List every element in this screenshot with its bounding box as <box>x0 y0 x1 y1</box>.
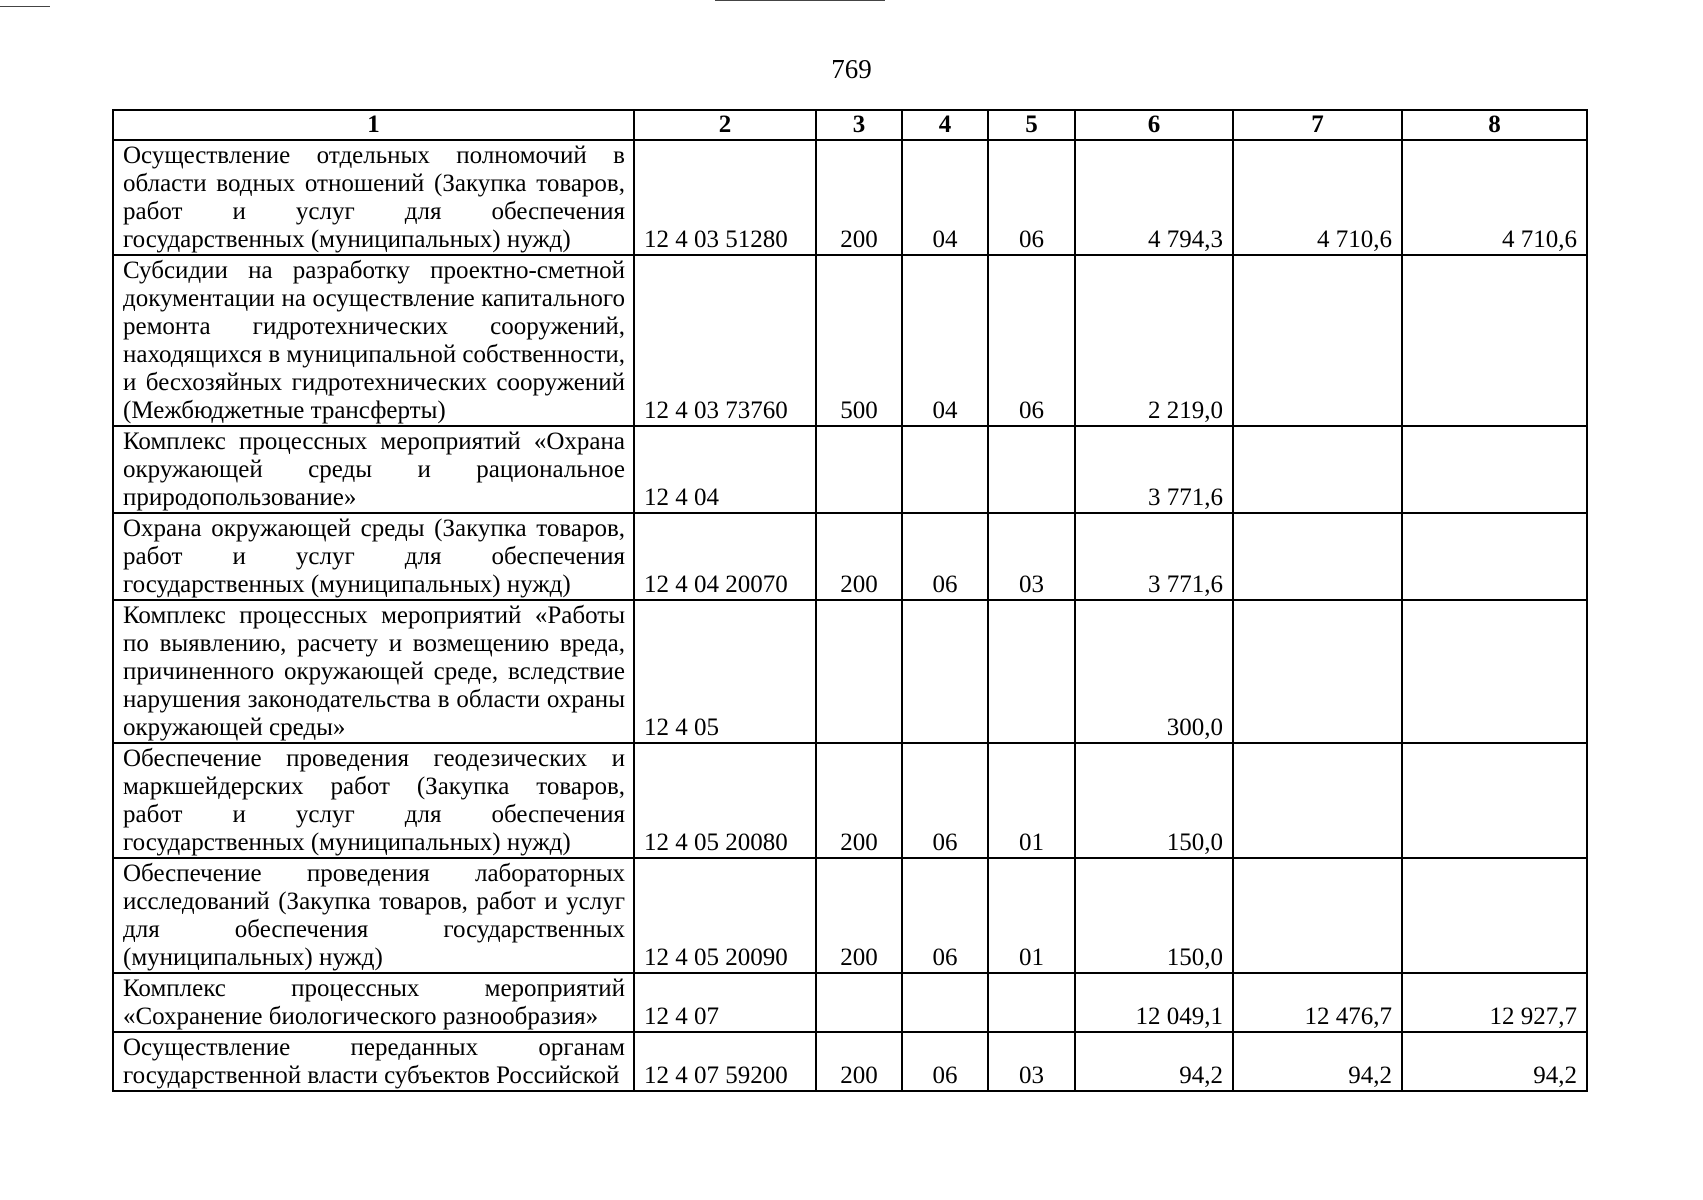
row-value-6: 2 219,0 <box>1075 255 1233 426</box>
row-pr <box>988 600 1075 743</box>
row-vr: 200 <box>816 743 902 858</box>
row-name: Охрана окружающей среды (Закупка товаров, работ и услуг для обеспечения государственных (муниципальных) нужд) <box>113 513 634 600</box>
header-col-1: 1 <box>113 110 634 140</box>
header-col-5: 5 <box>988 110 1075 140</box>
row-value-8 <box>1402 743 1587 858</box>
row-value-6: 3 771,6 <box>1075 426 1233 513</box>
row-value-6: 4 794,3 <box>1075 140 1233 255</box>
row-code: 12 4 05 <box>634 600 816 743</box>
row-pr: 06 <box>988 255 1075 426</box>
row-value-7 <box>1233 513 1402 600</box>
row-rz: 06 <box>902 743 988 858</box>
row-code: 12 4 07 59200 <box>634 1032 816 1091</box>
row-value-7: 12 476,7 <box>1233 973 1402 1032</box>
row-value-6: 300,0 <box>1075 600 1233 743</box>
table-row <box>113 973 1587 1032</box>
table-row <box>113 743 1587 858</box>
row-code: 12 4 03 51280 <box>634 140 816 255</box>
row-code: 12 4 03 73760 <box>634 255 816 426</box>
row-value-6: 3 771,6 <box>1075 513 1233 600</box>
row-vr <box>816 973 902 1032</box>
row-name: Комплекс процессных мероприятий «Работы по выявлению, расчету и возмещению вреда, причиненного окружающей среде, вследствие нарушения законодательства в области охраны окружающей среды» <box>113 600 634 743</box>
row-value-8 <box>1402 255 1587 426</box>
row-rz: 06 <box>902 513 988 600</box>
scan-mark-top-center <box>715 0 885 1</box>
header-col-2: 2 <box>634 110 816 140</box>
table-row <box>113 426 1587 513</box>
row-value-8: 12 927,7 <box>1402 973 1587 1032</box>
header-col-3: 3 <box>816 110 902 140</box>
row-pr <box>988 973 1075 1032</box>
header-col-6: 6 <box>1075 110 1233 140</box>
row-value-8: 94,2 <box>1402 1032 1587 1091</box>
row-vr: 500 <box>816 255 902 426</box>
row-name: Осуществление переданных органам государственной власти субъектов Российской <box>113 1032 634 1091</box>
header-col-4: 4 <box>902 110 988 140</box>
row-value-7 <box>1233 858 1402 973</box>
row-rz: 06 <box>902 1032 988 1091</box>
row-value-7 <box>1233 255 1402 426</box>
row-value-8 <box>1402 600 1587 743</box>
table-row <box>113 140 1587 255</box>
row-value-8 <box>1402 858 1587 973</box>
page-number: 769 <box>831 54 872 84</box>
row-vr <box>816 600 902 743</box>
row-value-7 <box>1233 743 1402 858</box>
row-value-7: 4 710,6 <box>1233 140 1402 255</box>
table-row <box>113 513 1587 600</box>
row-rz: 04 <box>902 255 988 426</box>
row-value-8 <box>1402 513 1587 600</box>
row-name: Обеспечение проведения лабораторных исследований (Закупка товаров, работ и услуг для обеспечения государственных (муниципальных) нужд) <box>113 858 634 973</box>
row-vr: 200 <box>816 513 902 600</box>
table-row <box>113 1032 1587 1091</box>
row-rz <box>902 973 988 1032</box>
row-name: Субсидии на разработку проектно-сметной документации на осуществление капитального ремонта гидротехнических сооружений, находящихся в муниципальной собственности, и бесхозяйных гидротехнических сооружений (Межбюджетные трансферты) <box>113 255 634 426</box>
row-vr: 200 <box>816 1032 902 1091</box>
row-pr: 03 <box>988 513 1075 600</box>
row-code: 12 4 04 <box>634 426 816 513</box>
header-row <box>113 110 1587 140</box>
row-rz: 04 <box>902 140 988 255</box>
row-code: 12 4 04 20070 <box>634 513 816 600</box>
row-value-8: 4 710,6 <box>1402 140 1587 255</box>
row-pr: 06 <box>988 140 1075 255</box>
scan-mark-top-left <box>0 6 50 7</box>
header-col-8: 8 <box>1402 110 1587 140</box>
row-code: 12 4 05 20090 <box>634 858 816 973</box>
row-value-6: 12 049,1 <box>1075 973 1233 1032</box>
row-code: 12 4 05 20080 <box>634 743 816 858</box>
row-value-7: 94,2 <box>1233 1032 1402 1091</box>
row-value-8 <box>1402 426 1587 513</box>
row-rz <box>902 426 988 513</box>
table-row <box>113 255 1587 426</box>
row-name: Обеспечение проведения геодезических и маркшейдерских работ (Закупка товаров, работ и услуг для обеспечения государственных (муниципальных) нужд) <box>113 743 634 858</box>
row-pr: 03 <box>988 1032 1075 1091</box>
row-pr <box>988 426 1075 513</box>
row-vr <box>816 426 902 513</box>
row-rz: 06 <box>902 858 988 973</box>
row-value-6: 94,2 <box>1075 1032 1233 1091</box>
row-value-6: 150,0 <box>1075 858 1233 973</box>
budget-table <box>112 109 1588 1092</box>
row-rz <box>902 600 988 743</box>
row-name: Комплекс процессных мероприятий «Охрана окружающей среды и рациональное природопользование» <box>113 426 634 513</box>
row-code: 12 4 07 <box>634 973 816 1032</box>
row-value-7 <box>1233 426 1402 513</box>
row-vr: 200 <box>816 140 902 255</box>
row-name: Осуществление отдельных полномочий в области водных отношений (Закупка товаров, работ и услуг для обеспечения государственных (муниципальных) нужд) <box>113 140 634 255</box>
row-vr: 200 <box>816 858 902 973</box>
row-value-7 <box>1233 600 1402 743</box>
row-value-6: 150,0 <box>1075 743 1233 858</box>
table-row <box>113 858 1587 973</box>
header-col-7: 7 <box>1233 110 1402 140</box>
row-pr: 01 <box>988 858 1075 973</box>
row-name: Комплекс процессных мероприятий «Сохранение биологического разнообразия» <box>113 973 634 1032</box>
row-pr: 01 <box>988 743 1075 858</box>
table-row <box>113 600 1587 743</box>
